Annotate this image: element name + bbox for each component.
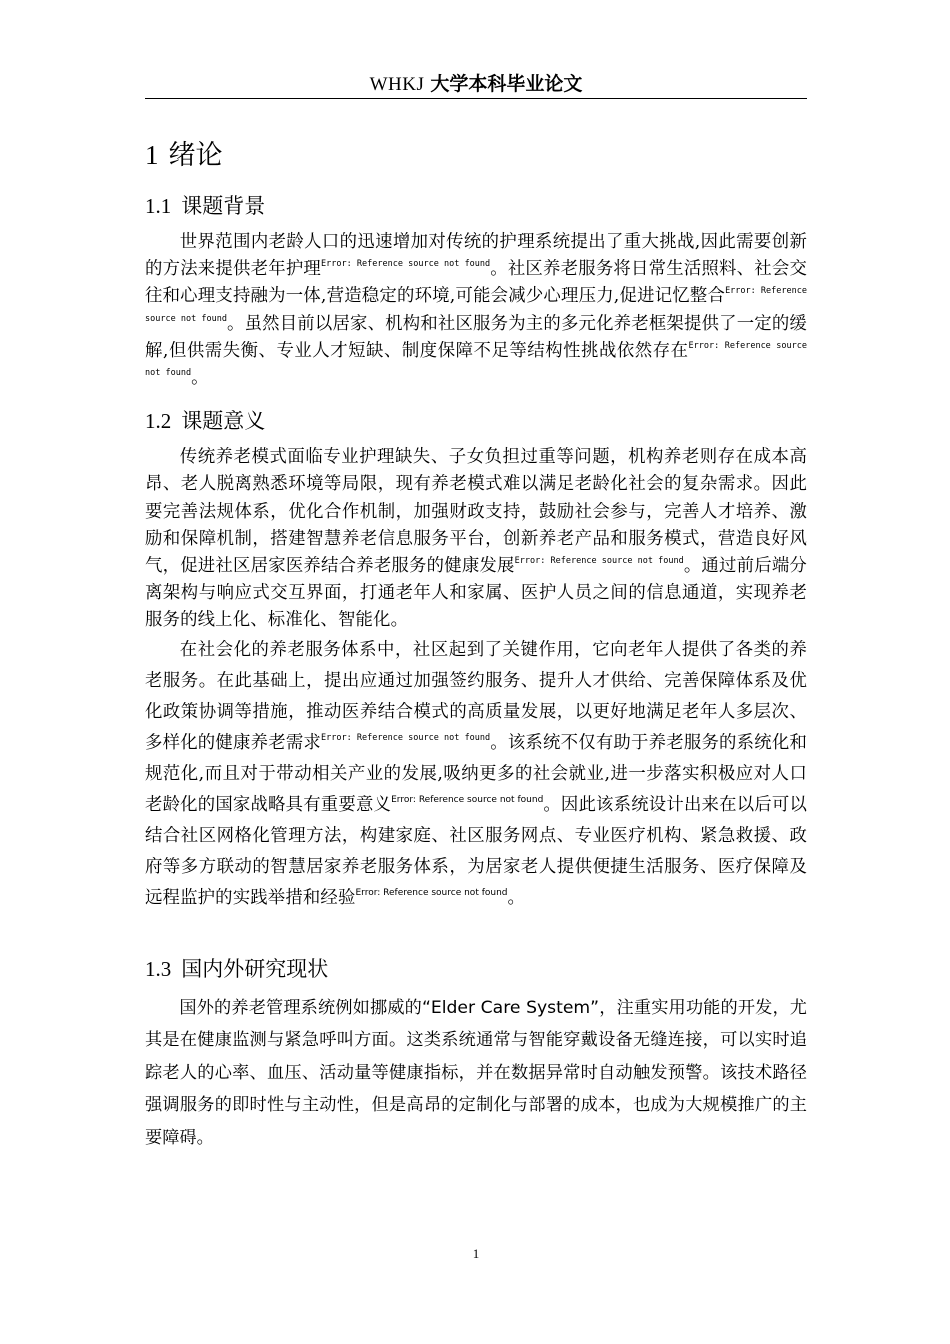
text-run: 。虽然目前以居家、机构和社区服务为主的多元化养老框架提供了一定的缓解,但供需失衡、专业人才短缺、制度保障不足等结构性挑战依然存在 [145, 313, 807, 361]
text-run: 传统养老模式面临专业护理缺失、子女负担过重等问题，机构养老则存在成本高昂、老人脱离熟悉环境等局限，现有养老模式难以满足老龄化社会的复杂需求。因此要完善法规体系，优化合作机制，加强财政支持，鼓励社会参与，完善人才培养、激励和保障机制，搭建智慧养老信息服务平台，创新养老产品和服务模式，营造良好风气，促进社区居家医养结合养老服务的健康发展 [145, 447, 807, 577]
page-number: 1 [472, 1246, 480, 1261]
text-run: 。因此该系统设计出来在以后可以结合社区网格化管理方法，构建家庭、社区服务网点、专业医疗机构、紧急救援、政府等多方联动的智慧居家养老服务体系，为居家老人提供便捷生活服务、医疗保障及远程监护的实践举措和经验 [145, 794, 807, 908]
text-run: 世界范围内老龄人口的迅速增加对传统的护理系统提出了重大挑战,因此需要创新的方法来提供老年护理 [145, 232, 807, 280]
text-run: 。该系统不仅有助于养老服务的系统化和规范化,而且对于带动相关产业的发展,吸纳更多的社会就业,进一步落实积极应对人口老龄化的国家战略具有重要意义 [145, 732, 807, 815]
citation-error: Error: Reference source not found [355, 887, 508, 898]
header-school-code: WHKJ [369, 74, 425, 95]
citation-error: Error: Reference source not found [321, 259, 491, 270]
section-number: 1.3 [145, 956, 172, 981]
citation-error: Error: Reference source not found [145, 340, 807, 379]
page-body [145, 138, 807, 1155]
citation-error: Error: Reference source not found [391, 794, 544, 805]
header-divider [145, 98, 807, 99]
section-number: 1.1 [145, 194, 172, 218]
citation-error: Error: Reference source not found [514, 556, 684, 567]
chapter-title-text: 绪论 [168, 140, 223, 171]
text-run: 。通过前后端分离架构与响应式交互界面，打通老年人和家属、医护人员之间的信息通道，实现养老服务的线上化、标准化、智能化。 [145, 556, 807, 631]
section-title: 国内外研究现状 [181, 956, 329, 981]
section-number: 1.2 [145, 409, 172, 434]
paragraph-research-status: 国外的养老管理系统例如挪威的“Elder Care System”，注重实用功能的开发，尤其是在健康监测与紧急呼叫方面。这类系统通常与智能穿戴设备无缝连接，可以实时追踪老人的心率、血压、活动量等健康指标，并在数据异常时自动触发预警。该技术路径强调服务的即时性与主动性，但是高昂的定制化与部署的成本，也成为大规模推广的主要障碍。 [145, 997, 807, 1149]
section-title: 课题背景 [181, 194, 266, 218]
section-heading-1-2 [145, 406, 807, 436]
paragraph-background [145, 229, 807, 392]
text-run: 。社区养老服务将日常生活照料、社会交往和心理支持融为一体,营造稳定的环境,可能会减少心理压力,促进记忆整合 [145, 259, 807, 307]
paragraph-significance-2 [145, 635, 807, 914]
text-run: 。 [191, 368, 209, 389]
text-run: 在社会化的养老服务体系中，社区起到了关键作用，它向老年人提供了各类的养老服务。在此基础上，提出应通过加强签约服务、提升人才供给、完善保障体系及优化政策协调等措施，推动医养结合模式的高质量发展，以更好地满足老年人多层次、多样化的健康养老需求 [145, 639, 807, 753]
section-heading-1-3 [145, 954, 807, 984]
citation-error: Error: Reference source not found [321, 732, 491, 743]
chapter-number: 1 [145, 140, 159, 170]
paragraph-significance-1 [145, 444, 807, 634]
running-header [145, 72, 807, 97]
section-title: 课题意义 [181, 409, 266, 434]
citation-error: Error: Reference source not found [145, 286, 807, 324]
text-run: 。 [507, 887, 526, 908]
section-heading-1-1 [145, 191, 807, 221]
chapter-title [145, 138, 807, 173]
header-thesis-label: 大学本科毕业论文 [430, 73, 583, 95]
